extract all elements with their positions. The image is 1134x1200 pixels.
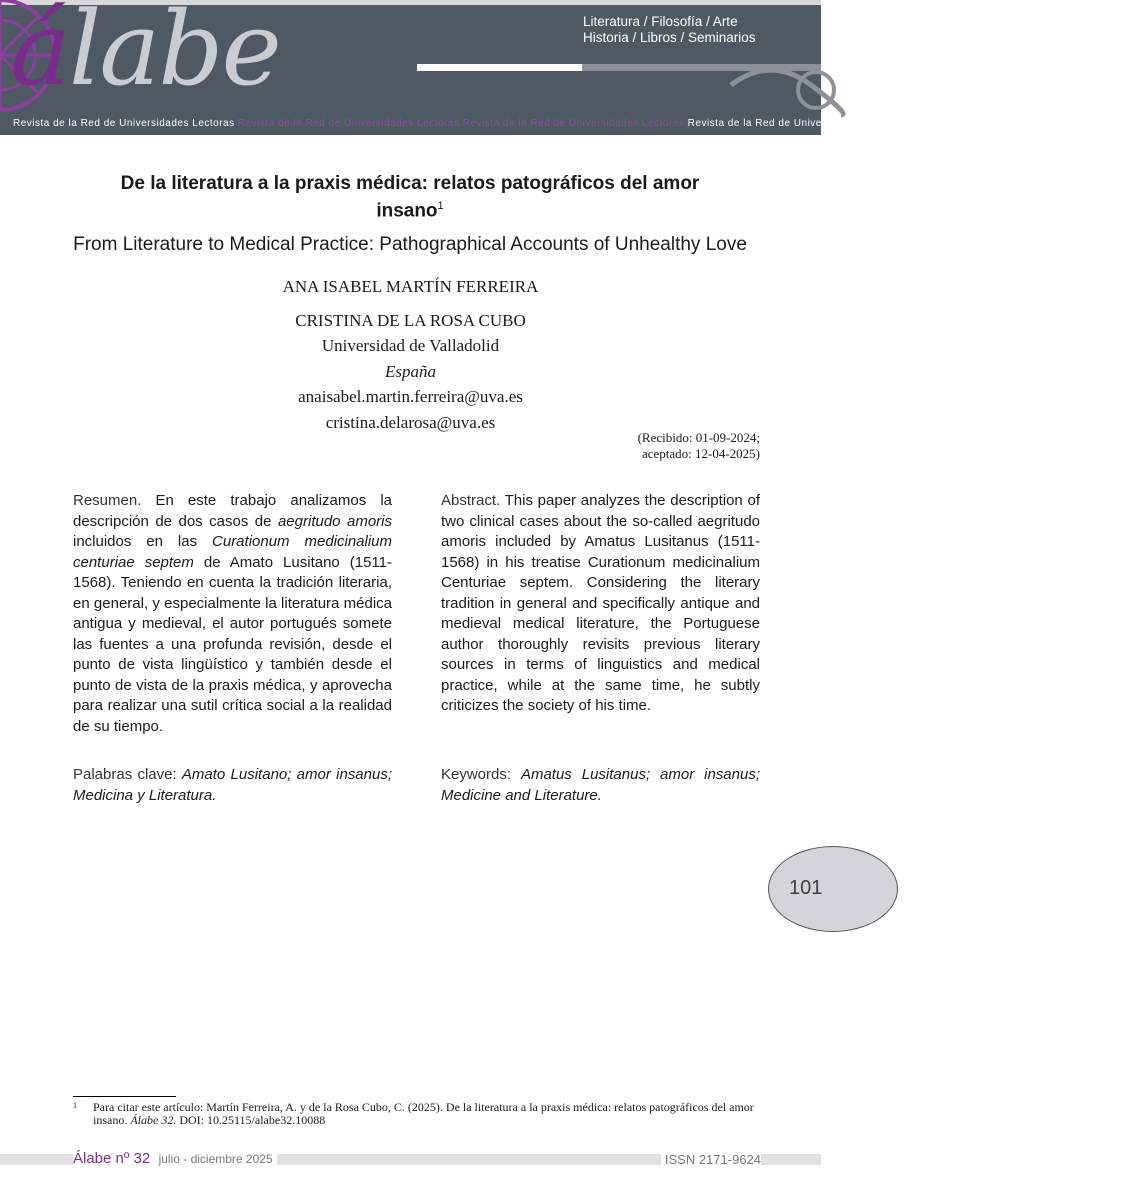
footnote-marker: 1: [437, 200, 444, 212]
article-title-es: De la literatura a la praxis médica: relatos patográficos del amor insano$^1$: [120, 173, 700, 222]
journal-tagline: Revista de la Red de Universidades Lectoras Revista de la Red de Universidades Lectoras Revista de la Red de Universidades Lectoras Revista de la Red de Universidades Lectoras Revista de la Red de Universidades Lectoras: [13, 118, 1134, 129]
article-title-en: From Literature to Medical Practice: Pathographical Accounts of Unhealthy Love: [73, 234, 747, 255]
banner-bar-white: [417, 64, 582, 71]
sections-line-1: Literatura / Filosofía / Arte: [583, 14, 738, 29]
email-2: cristina.delarosa@uva.es: [325, 413, 496, 432]
abstract-en-label: Abstract.: [441, 492, 501, 509]
affiliation: Universidad de Valladolid: [321, 336, 500, 355]
keywords-es: Palabras clave: Amato Lusitano; amor insanus; Medicina y Literatura.: [73, 766, 392, 804]
abstract-es: Resumen. En este trabajo analizamos la descripción de dos casos de aegritudo amoris incluidos en las Curationum medicinalium centuriae septem de Amato Lusitano (1511-1568). Teniendo en cuenta la tradición literaria, en general, y especialmente la literatura médica antigua y medieval, el autor portugués somete las fuentes a una profunda revisión, desde el punto de vista lingüístico y también desde el punto de vista de la praxis médica, y aprovecha para realizar una sutil crítica social a la realidad de su tiempo.: [73, 492, 393, 735]
footnote: 1 Para citar este artículo: Martín Ferreira, A. y de la Rosa Cubo, C. (2025). De la literatura a la praxis médica: relatos patográficos del amor insano. Álabe 32. DOI: 10.25115/alabe32.10088: [73, 1100, 754, 1127]
footer-issn: ISSN 2171-9624: [661, 1152, 761, 1167]
page-number-tab: [768, 846, 898, 932]
author-2: CRISTINA DE LA ROSA CUBO: [295, 311, 526, 330]
footnote-rule: [73, 1096, 176, 1097]
dates: [560, 430, 760, 462]
country: España: [385, 362, 436, 381]
keywords-en: Keywords: Amatus Lusitanus; amor insanus; Medicine and Literature.: [441, 766, 760, 804]
footer-date-range: julio - diciembre 2025: [158, 1152, 273, 1166]
footnote-number: 1: [73, 1101, 77, 1110]
email-1: anaisabel.martin.ferreira@uva.es: [298, 387, 523, 406]
journal-sections: [583, 14, 756, 46]
journal-banner: [0, 0, 1134, 135]
page-number: 101: [789, 877, 823, 899]
received-date: (Recibido: 01-09-2024;: [637, 430, 760, 445]
journal-logo: álabe: [10, 0, 280, 109]
author-1: ANA ISABEL MARTÍN FERREIRA: [282, 277, 539, 296]
abstract-en: Abstract. This paper analyzes the description of two clinical cases about the so-called aegritudo amoris included by Amatus Lusitanus (1511-1568) in his treatise Curationum medicinalium Centuriae septem. Considering the literary tradition in general and specifically antique and medieval medical literature, the Portuguese author thoroughly revisits previous literary sources in terms of linguistics and medical practice, while at the same time, he subtly criticizes the society of his time.: [441, 492, 760, 714]
accepted-date: aceptado: 12-04-2025): [641, 446, 760, 461]
abstract-es-label: Resumen.: [73, 492, 142, 509]
footer-issue: Álabe nº 32 julio - diciembre 2025: [73, 1150, 277, 1167]
sections-line-2: Historia / Libros / Seminarios: [583, 30, 756, 45]
